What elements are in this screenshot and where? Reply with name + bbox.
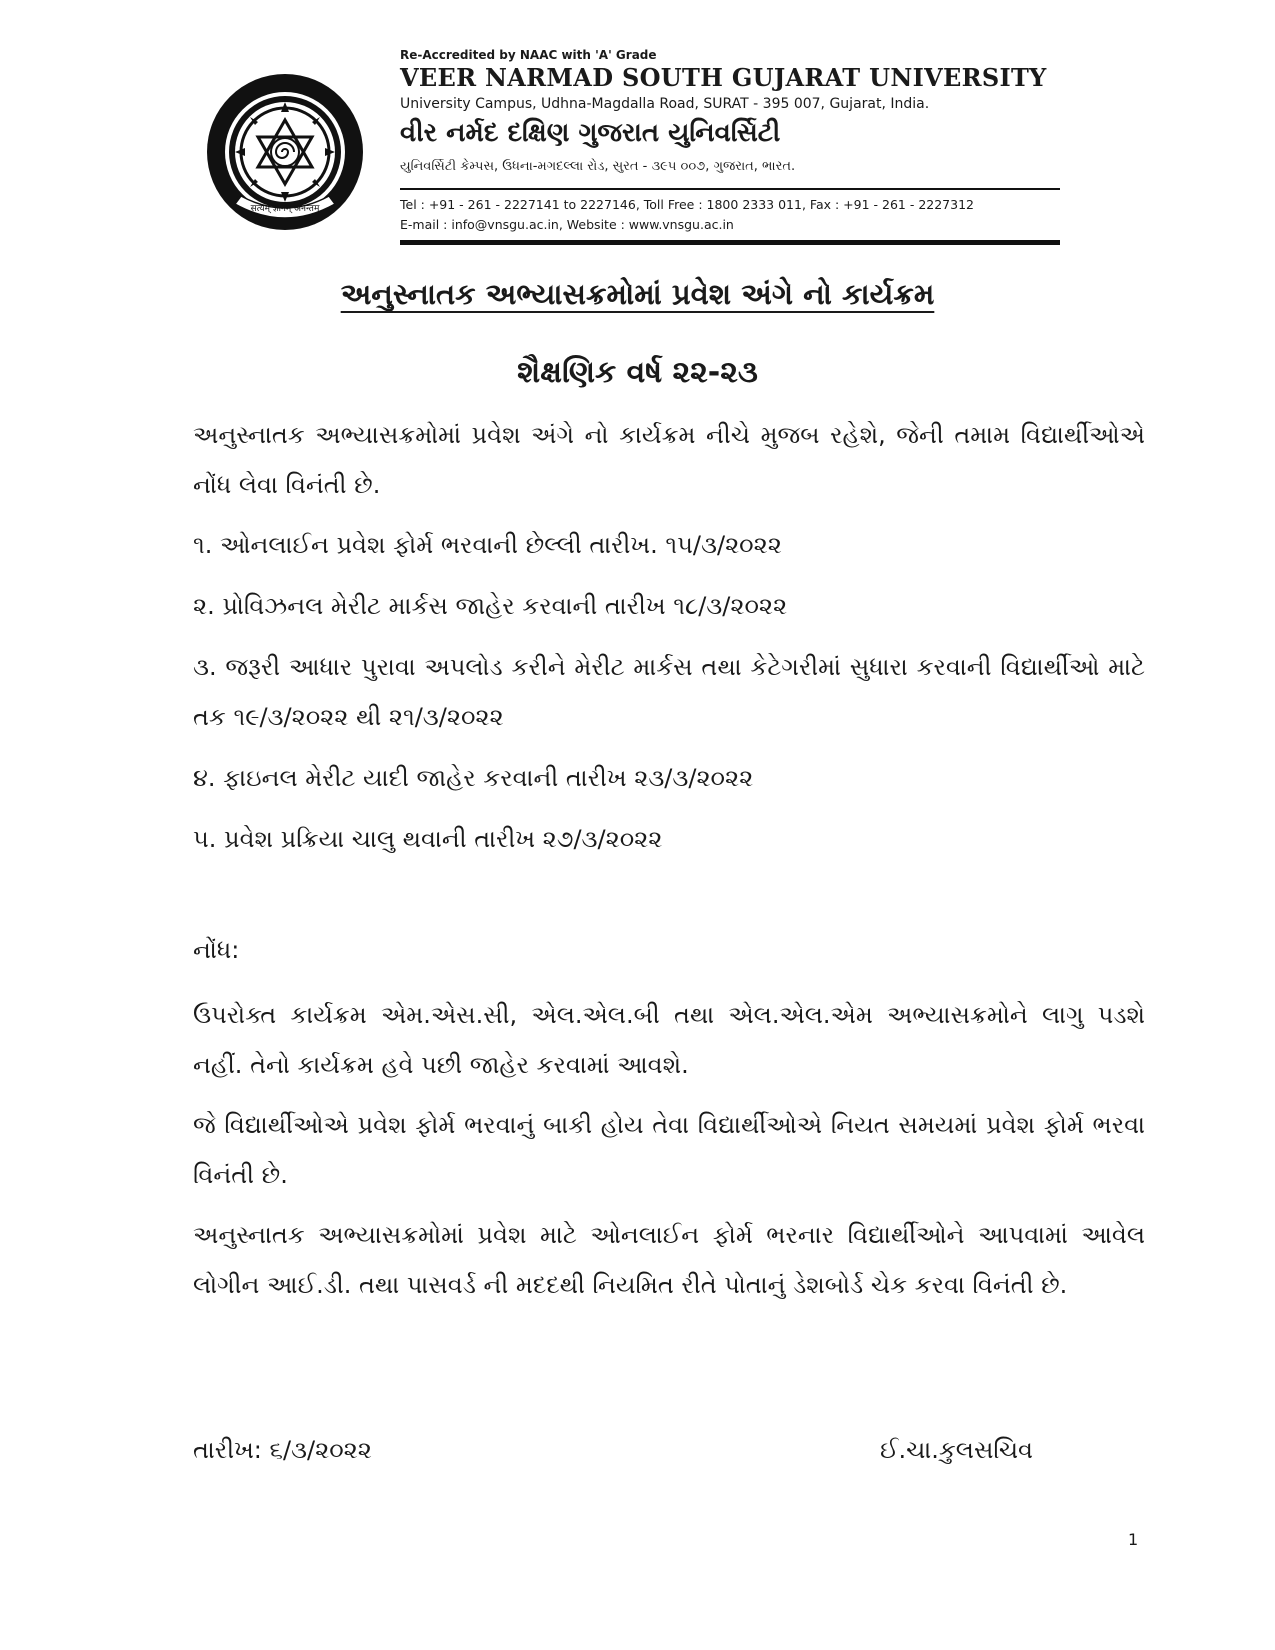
signatory: ઈ.ચા.કુલસચિવ xyxy=(880,1436,1033,1464)
university-address: University Campus, Udhna-Magdalla Road, SURAT - 395 007, Gujarat, India. xyxy=(400,96,930,112)
contact-numbers: Tel : +91 - 261 - 2227141 to 2227146, Toll Free : 1800 2333 011, Fax : +91 - 261 - 2227312 xyxy=(400,197,974,212)
letterhead-bottom-rule xyxy=(400,240,1060,245)
note-heading: નોંધ: xyxy=(193,936,240,964)
intro-paragraph: અનુસ્નાતક અભ્યાસક્રમોમાં પ્રવેશ અંગે નો કાર્યક્રમ નીચે મુજબ રહેશે, જેની તમામ વિદ્યાર્થીઓએ નોંધ લેવા વિનંતી છે. xyxy=(193,421,1145,499)
schedule-item-3: ૩. જરૂરી આધાર પુરાવા અપલોડ કરીને મેરીટ માર્કસ તથા કેટેગરીમાં સુધારા કરવાની વિદ્યાર્થીઓ માટે તક ૧૯/૩/૨૦૨૨ થી ૨૧/૩/૨૦૨૨ xyxy=(193,653,1145,731)
document-title: અનુસ્નાતક અભ્યાસક્રમોમાં પ્રવેશ અંગે નો કાર્યક્રમ xyxy=(340,277,935,311)
accreditation-text: Re-Accredited by NAAC with 'A' Grade xyxy=(400,48,657,62)
schedule-item-5: ૫. પ્રવેશ પ્રક્રિયા ચાલુ થવાની તારીખ ૨૭/૩/૨૦૨૨ xyxy=(193,825,663,853)
schedule-item-1: ૧. ઓનલાઈન પ્રવેશ ફોર્મ ભરવાની છેલ્લી તારીખ. ૧૫/૩/૨૦૨૨ xyxy=(193,531,782,559)
academic-year: શૈક્ષણિક વર્ષ ૨૨-૨૩ xyxy=(517,355,758,390)
note-paragraph-3: અનુસ્નાતક અભ્યાસક્રમોમાં પ્રવેશ માટે ઓનલાઈન ફોર્મ ભરનાર વિદ્યાર્થીઓને આપવામાં આવેલ લોગીન આઈ.ડી. તથા પાસવર્ડ ની મદદથી નિયમિત રીતે પોતાનું ડેશબોર્ડ ચેક કરવા વિનંતી છે. xyxy=(193,1221,1145,1299)
page-number: 1 xyxy=(1128,1530,1139,1549)
note-paragraph-2: જે વિદ્યાર્થીઓએ પ્રવેશ ફોર્મ ભરવાનું બાકી હોય તેવા વિદ્યાર્થીઓએ નિયત સમયમાં પ્રવેશ ફોર્મ ભરવા વિનંતી છે. xyxy=(193,1111,1145,1189)
university-name: VEER NARMAD SOUTH GUJARAT UNIVERSITY xyxy=(400,63,1047,92)
logo-motto: सत्यम् ज्ञानम् अनन्तम् xyxy=(250,204,320,214)
university-logo xyxy=(205,72,365,232)
university-address-gujarati: યુનિવર્સિટી કેમ્પસ, ઉધના-મગદલ્લા રોડ, સુરત - ૩૯૫ ૦૦૭, ગુજરાત, ભારત. xyxy=(400,159,796,174)
letterhead-divider xyxy=(400,188,1060,190)
schedule-item-2: ૨. પ્રોવિઝનલ મેરીટ માર્કસ જાહેર કરવાની તારીખ ૧૮/૩/૨૦૨૨ xyxy=(193,592,788,620)
university-name-gujarati: વીર નર્મદ દક્ષિણ ગુજરાત યુનિવર્સિટી xyxy=(400,118,781,148)
email-website: E-mail : info@vnsgu.ac.in, Website : www.vnsgu.ac.in xyxy=(400,217,734,232)
document-date: તારીખ: ૬/૩/૨૦૨૨ xyxy=(193,1436,372,1464)
note-paragraph-1: ઉપરોક્ત કાર્યક્રમ એમ.એસ.સી, એલ.એલ.બી તથા એલ.એલ.એમ અભ્યાસક્રમોને લાગુ પડશે નહીં. તેનો કાર્યક્રમ હવે પછી જાહેર કરવામાં આવશે. xyxy=(193,1001,1145,1079)
schedule-item-4: ૪. ફાઇનલ મેરીટ યાદી જાહેર કરવાની તારીખ ૨૩/૩/૨૦૨૨ xyxy=(193,764,754,792)
